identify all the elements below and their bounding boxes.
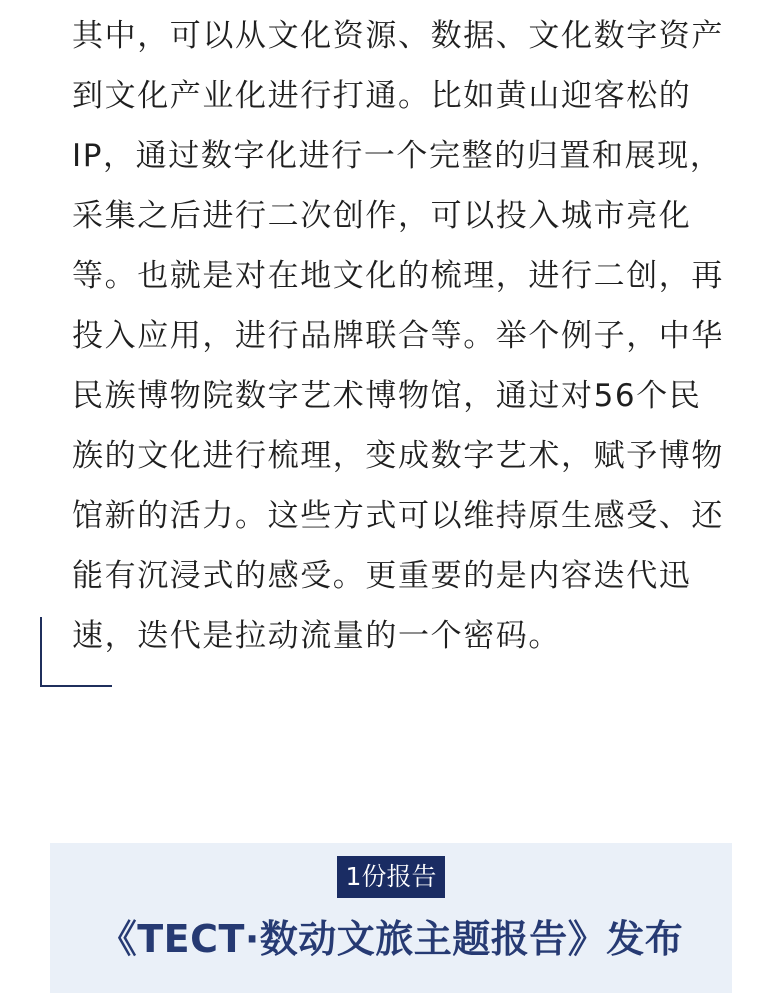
paragraph-line: 民族博物院数字艺术博物馆，通过对56个民 (72, 378, 702, 414)
report-title: 《TECT·数动文旅主题报告》发布 (98, 917, 684, 961)
article-paragraph (72, 6, 732, 666)
paragraph-line: 等。也就是对在地文化的梳理，进行二创，再 (72, 258, 724, 294)
paragraph-line: IP，通过数字化进行一个完整的归置和展现， (72, 138, 723, 174)
paragraph-line: 速，迭代是拉动流量的一个密码。 (72, 618, 561, 654)
paragraph-line: 其中，可以从文化资源、数据、文化数字资产 (72, 18, 724, 54)
paragraph-line: 族的文化进行梳理，变成数字艺术，赋予博物 (72, 438, 724, 474)
decorative-corner-bracket (40, 617, 112, 687)
report-tag: 1份报告 (337, 856, 445, 898)
paragraph-line: 到文化产业化进行打通。比如黄山迎客松的 (72, 78, 692, 114)
paragraph-line: 投入应用，进行品牌联合等。举个例子，中华 (72, 318, 724, 354)
paragraph-line: 能有沉浸式的感受。更重要的是内容迭代迅 (72, 558, 692, 594)
paragraph-line: 馆新的活力。这些方式可以维持原生感受、还 (72, 498, 724, 534)
paragraph-line: 采集之后进行二次创作，可以投入城市亮化 (72, 198, 692, 234)
